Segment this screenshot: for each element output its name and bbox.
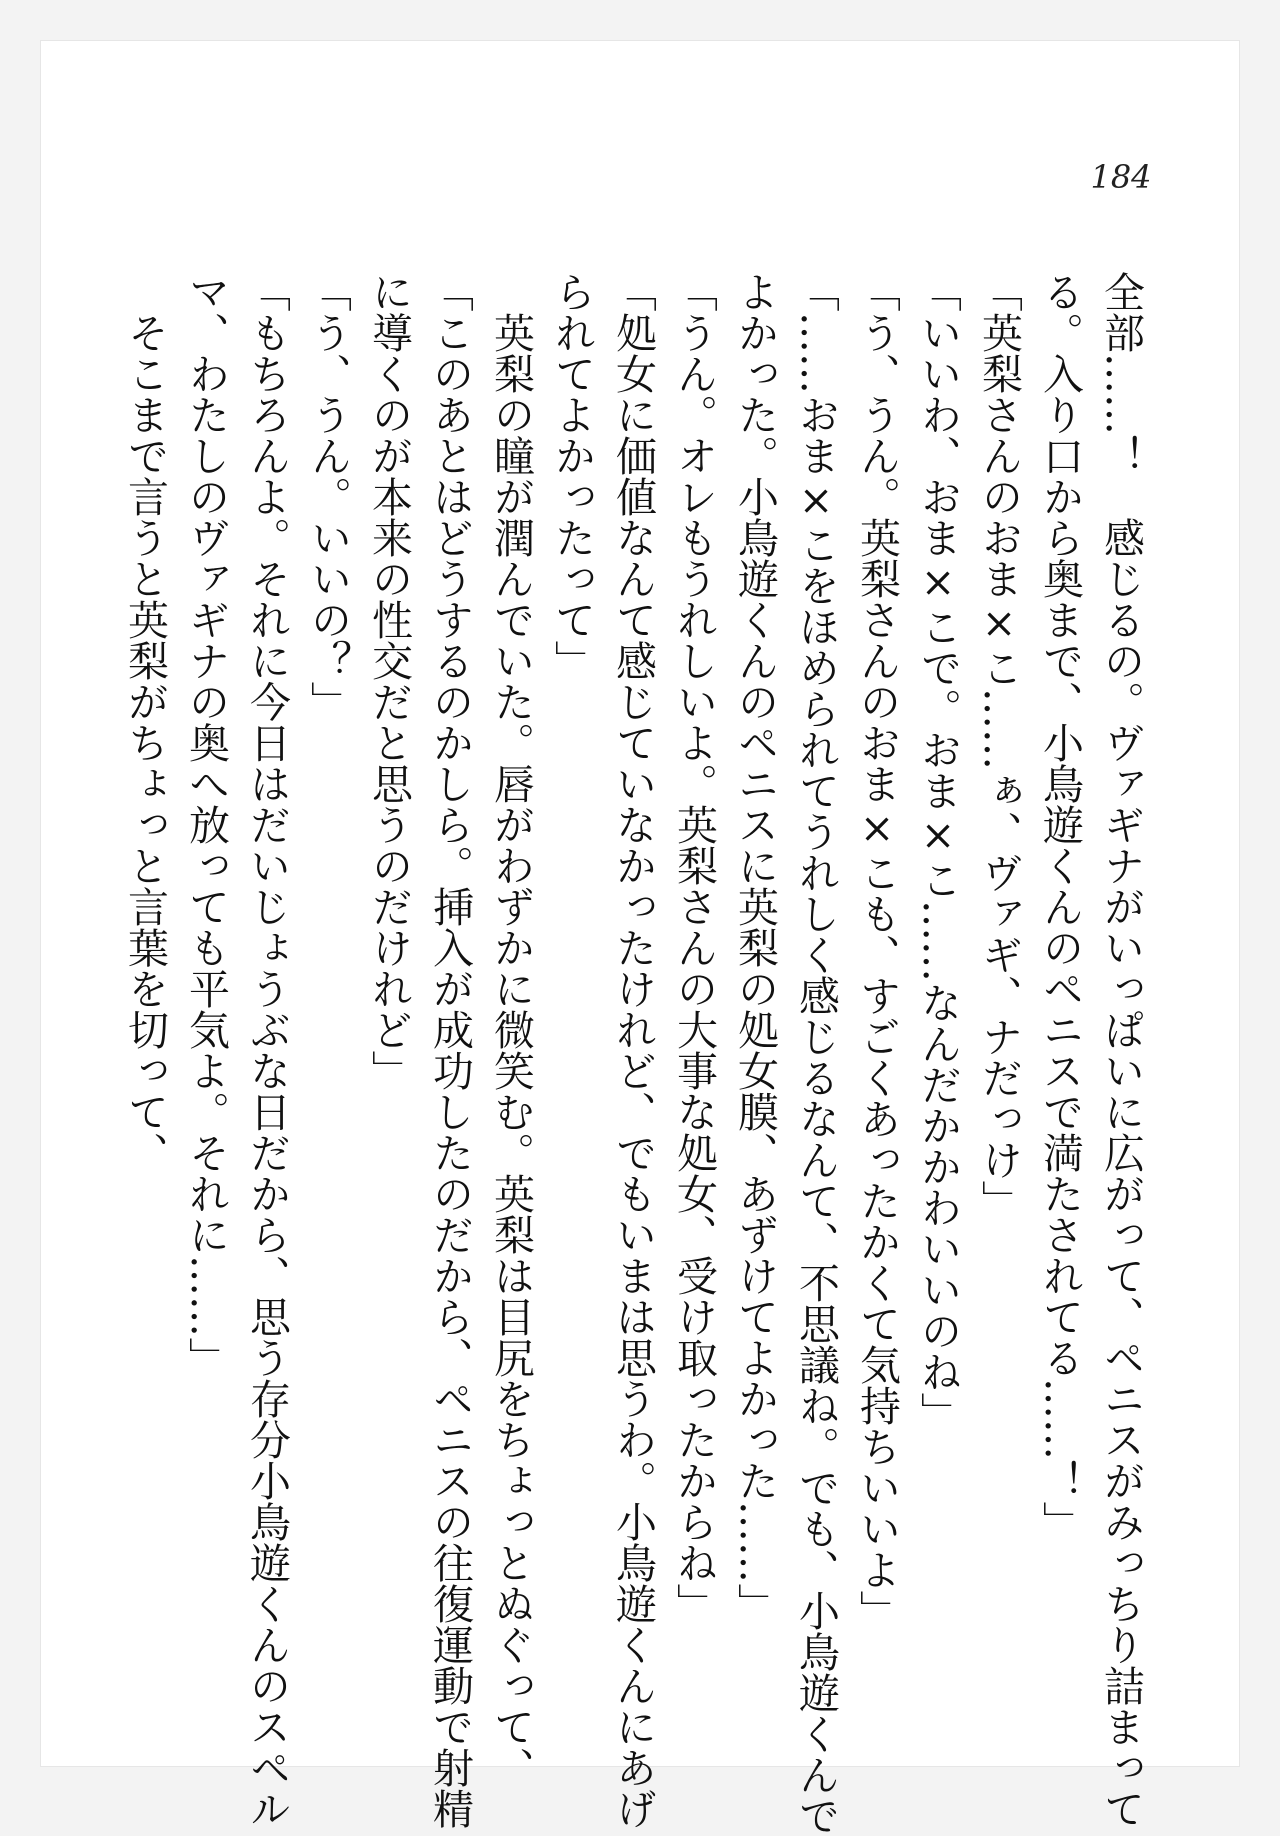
text-line: 「もちろんよ。それに今日はだいじょうぶな日だから、思う存分小鳥遊くんのスペル [243,271,291,1829]
text-line: 英梨の瞳が潤んでいた。唇がわずかに微笑む。英梨は目尻をちょっとぬぐって、 [487,271,535,1788]
text-line: 「う、うん。英梨さんのおま×こも、すごくあったかくて気持ちいいよ」 [853,271,901,1631]
book-page [40,40,1240,1836]
text-line: 「英梨さんのおま×こ……ぁ、ヴァギ、ナだっけ」 [975,271,1023,1221]
text-line: られてよかったって」 [548,271,596,681]
text-line: 「処女に価値なんて感じていなかったけれど、でもいまは思うわ。小鳥遊くんにあげ [609,271,657,1829]
text-line: 「いいわ、おま×こで。おま×こ……なんだかかわいいのね」 [914,271,962,1433]
text-line: そこまで言うと英梨がちょっと言葉を切って、 [121,271,169,1173]
text-line: 「このあとはどうするのかしら。挿入が成功したのだから、ペニスの往復運動で射精 [426,271,474,1829]
text-line: マ、わたしのヴァギナの奥へ放っても平気よ。それに……」 [182,271,230,1378]
text-line: 「うん。オレもうれしいよ。英梨さんの大事な処女、受け取ったからね」 [670,271,718,1624]
body-text [121,271,1151,1836]
text-line: る。入り口から奥まで、小鳥遊くんのペニスで満たされてる……！」 [1036,271,1084,1542]
text-line: 全部……！ 感じるの。ヴァギナがいっぱいに広がって、ペニスがみっちり詰まって [1097,271,1145,1829]
text-line: よかった。小鳥遊くんのペニスに英梨の処女膜、あずけてよかった……」 [731,271,779,1624]
text-line: に導くのが本来の性交だと思うのだけれど」 [365,271,413,1091]
page-number: 184 [1090,158,1152,196]
text-line: 「う、うん。いいの？」 [304,271,352,722]
text-line: 「……おま×こをほめられてうれしく感じるなんて、不思議ね。でも、小鳥遊くんで [792,271,840,1836]
